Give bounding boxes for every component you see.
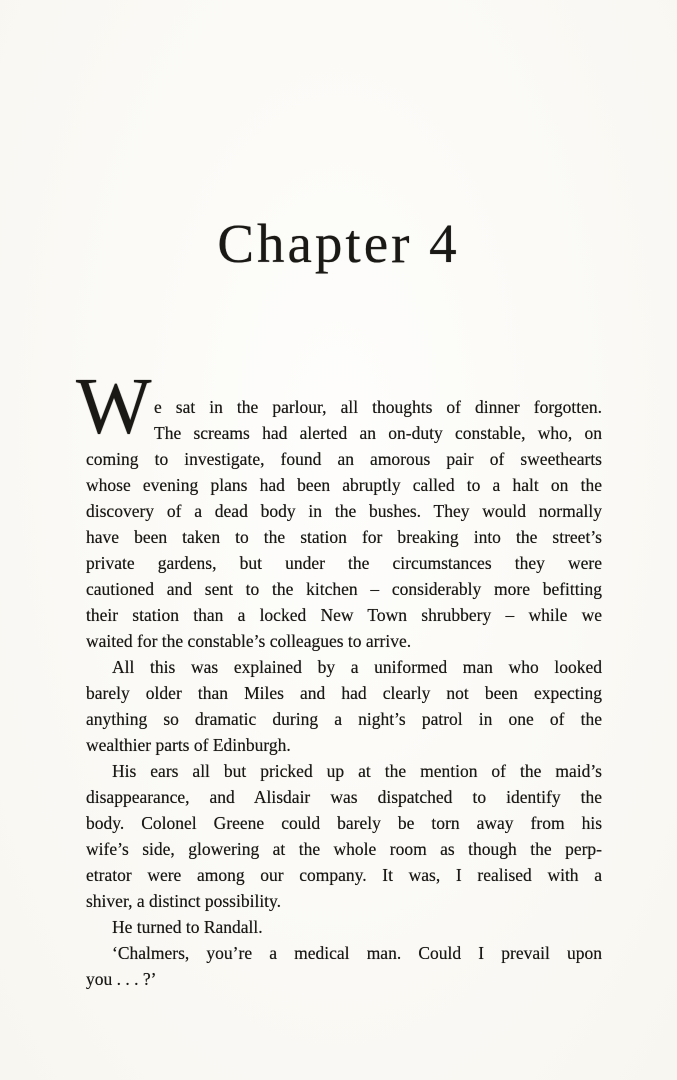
text-line: coming to investigate, found an amorous pair of sweethearts <box>86 449 602 469</box>
text-line: shiver, a distinct possibility. <box>86 891 282 911</box>
text-line: private gardens, but under the circumstances they were <box>86 553 602 573</box>
text-line: body. Colonel Greene could barely be torn away from his <box>86 813 602 833</box>
drop-cap: W <box>76 363 152 451</box>
text-line: ‘Chalmers, you’re a medical man. Could I prevail upon <box>112 943 602 963</box>
text-line: The screams had alerted an on-duty constable, who, on <box>154 423 602 443</box>
text-line: have been taken to the station for breaking into the street’s <box>86 527 602 547</box>
text-line: e sat in the parlour, all thoughts of dinner forgotten. <box>154 397 602 417</box>
text-line: He turned to Randall. <box>112 917 263 937</box>
text-line: you . . . ?’ <box>86 969 157 989</box>
text-line: barely older than Miles and had clearly not been expecting <box>86 683 602 703</box>
paragraph <box>86 940 602 992</box>
text-block <box>76 363 602 992</box>
text-line: whose evening plans had been abruptly called to a halt on the <box>86 475 602 495</box>
text-line: All this was explained by a uniformed man who looked <box>112 657 602 677</box>
paragraph <box>86 654 602 758</box>
paragraph <box>86 758 602 914</box>
paragraph <box>86 914 602 940</box>
text-line: wealthier parts of Edinburgh. <box>86 735 291 755</box>
text-line: wife’s side, glowering at the whole room as though the perp- <box>86 839 602 859</box>
text-line: their station than a locked New Town shrubbery – while we <box>86 605 602 625</box>
text-line: cautioned and sent to the kitchen – considerably more befitting <box>86 579 602 599</box>
chapter-heading: Chapter 4 <box>217 213 460 274</box>
text-line: disappearance, and Alisdair was dispatched to identify the <box>86 787 602 807</box>
text-line: waited for the constable’s colleagues to arrive. <box>86 631 412 651</box>
text-line: discovery of a dead body in the bushes. They would normally <box>86 501 602 521</box>
paragraph <box>76 363 602 654</box>
text-line: etrator were among our company. It was, I realised with a <box>86 865 602 885</box>
text-line: His ears all but pricked up at the mention of the maid’s <box>112 761 602 781</box>
text-line: anything so dramatic during a night’s patrol in one of the <box>86 709 602 729</box>
